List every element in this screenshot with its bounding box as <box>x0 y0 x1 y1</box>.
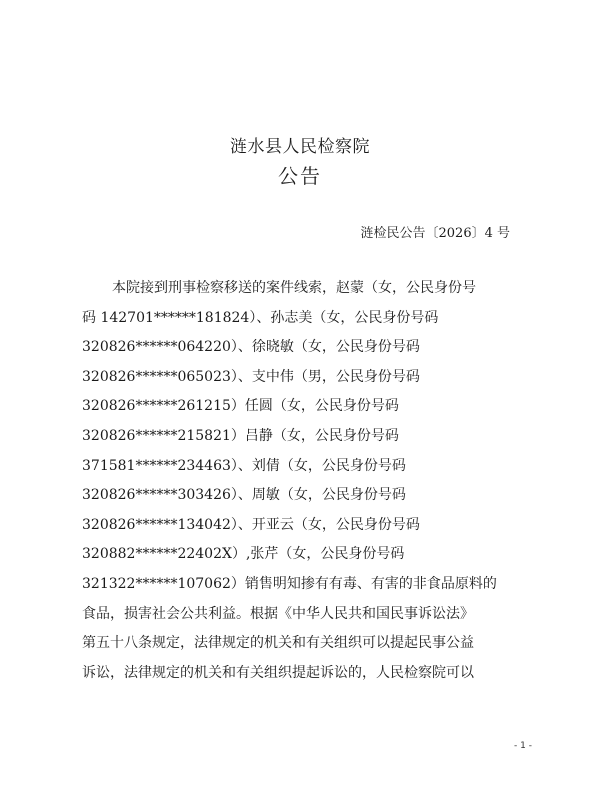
body-line: 320826******064220）、徐晓敏（女，公民身份号码 <box>82 339 420 356</box>
body-line: 本院接到刑事检察移送的案件线索，赵蒙（女，公民身份号 <box>112 280 476 296</box>
body-line: 320826******215821）吕静（女，公民身份号码 <box>82 427 399 444</box>
body-line: 第五十八条规定，法律规定的机关和有关组织可以提起民事公益 <box>82 635 474 652</box>
body-line: 320882******22402X）,张芹（女，公民身份号码 <box>82 546 405 563</box>
body-line: 320826******134042）、开亚云（女，公民身份号码 <box>82 516 420 533</box>
organization-title: 涟水县人民检察院 <box>230 137 370 157</box>
page-number: - 1 - <box>514 741 532 751</box>
body-line: 诉讼，法律规定的机关和有关组织提起诉讼的，人民检察院可以 <box>82 664 474 681</box>
announcement-body <box>82 274 532 688</box>
body-line: 320826******261215）任圆（女，公民身份号码 <box>82 398 399 415</box>
body-line: 320826******065023）、支中伟（男，公民身份号码 <box>82 368 420 385</box>
body-line: 码 142701******181824）、孙志美（女，公民身份号码 <box>82 309 439 326</box>
body-line: 321322******107062）销售明知掺有有毒、有害的非食品原料的 <box>82 575 497 592</box>
body-line: 食品，损害社会公共利益。根据《中华人民共和国民事诉讼法》 <box>82 605 474 622</box>
body-line: 320826******303426）、周敏（女，公民身份号码 <box>82 487 406 504</box>
document-title: 公告 <box>278 164 322 188</box>
document-number: 涟检民公告〔2026〕4 号 <box>360 226 510 241</box>
body-line: 371581******234463）、刘倩（女，公民身份号码 <box>82 457 406 474</box>
